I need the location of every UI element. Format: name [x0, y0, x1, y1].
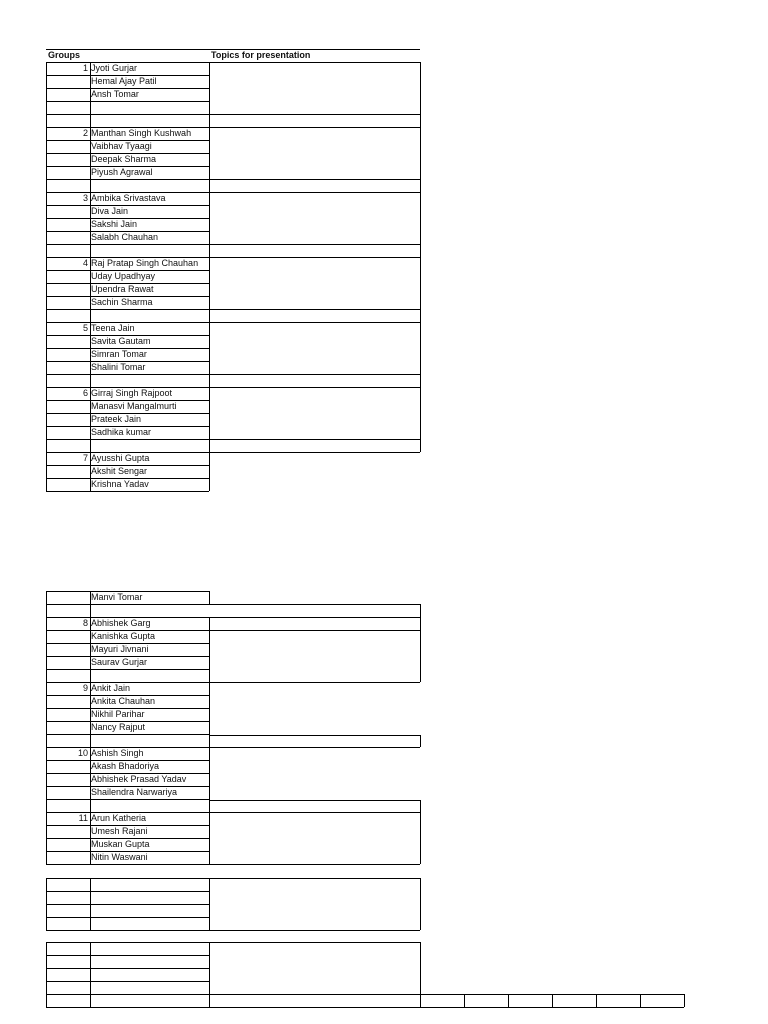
grid-line: [684, 994, 685, 1007]
grid-line: [90, 452, 91, 491]
grid-line: [209, 812, 210, 864]
grid-line: [90, 734, 91, 747]
student-name[interactable]: Piyush Agrawal: [91, 167, 153, 177]
grid-line: [46, 244, 209, 245]
grid-line: [90, 244, 91, 257]
topics-header[interactable]: Topics for presentation: [211, 50, 311, 60]
student-name[interactable]: Ambika Srivastava: [91, 193, 166, 203]
student-name[interactable]: Salabh Chauhan: [91, 232, 159, 242]
grid-line: [90, 799, 91, 812]
grid-line: [420, 309, 421, 322]
grid-line: [46, 387, 47, 439]
grid-line: [209, 800, 420, 801]
grid-line: [46, 682, 47, 734]
student-name[interactable]: Sachin Sharma: [91, 297, 153, 307]
student-name[interactable]: Abhishek Garg: [91, 618, 151, 628]
grid-line: [640, 994, 641, 1007]
grid-line: [90, 387, 91, 439]
grid-line: [90, 127, 91, 179]
grid-line: [209, 747, 420, 748]
student-name[interactable]: Upendra Rawat: [91, 284, 154, 294]
group-number[interactable]: 2: [82, 128, 88, 138]
grid-line: [209, 179, 420, 180]
grid-line: [90, 439, 91, 452]
grid-line: [209, 682, 420, 683]
student-name[interactable]: Akshit Sengar: [91, 466, 148, 476]
group-number[interactable]: 3: [82, 193, 88, 203]
groups-header[interactable]: Groups: [48, 50, 81, 60]
student-name[interactable]: Kanishka Gupta: [91, 631, 156, 641]
grid-line: [209, 62, 210, 114]
grid-line: [209, 994, 210, 1007]
grid-line: [90, 62, 91, 114]
grid-line: [209, 878, 210, 930]
grid-line: [46, 322, 47, 374]
grid-line: [90, 878, 91, 930]
grid-line: [46, 917, 209, 918]
student-name[interactable]: Ayusshi Gupta: [91, 453, 150, 463]
group-number[interactable]: 9: [82, 683, 88, 693]
grid-line: [46, 799, 47, 812]
grid-line: [209, 439, 210, 452]
student-name[interactable]: Ankit Jain: [91, 683, 131, 693]
grid-line: [46, 192, 47, 244]
group-number[interactable]: 11: [78, 813, 88, 823]
grid-line: [90, 179, 91, 192]
grid-line: [552, 994, 553, 1007]
student-name[interactable]: Raj Pratap Singh Chauhan: [91, 258, 199, 268]
grid-line: [596, 994, 597, 1007]
grid-line: [420, 114, 421, 127]
grid-line: [420, 244, 421, 257]
grid-line: [90, 669, 91, 682]
grid-line: [90, 114, 91, 127]
grid-line: [46, 968, 209, 969]
grid-line: [209, 591, 210, 604]
student-name[interactable]: Manasvi Mangalmurti: [91, 401, 177, 411]
grid-line: [46, 244, 47, 257]
grid-line: [420, 878, 421, 930]
student-name[interactable]: Nikhil Parihar: [91, 709, 145, 719]
student-name[interactable]: Ashish Singh: [91, 748, 144, 758]
grid-line: [420, 127, 421, 179]
group-number[interactable]: 5: [82, 323, 88, 333]
grid-line: [46, 812, 47, 864]
group-number[interactable]: 8: [82, 618, 88, 628]
grid-line: [46, 994, 684, 995]
grid-line: [90, 682, 91, 734]
grid-line: [209, 669, 210, 682]
grid-line: [46, 981, 209, 982]
grid-line: [46, 439, 209, 440]
student-name[interactable]: Arun Katheria: [91, 813, 147, 823]
grid-line: [46, 864, 209, 865]
grid-line: [209, 812, 420, 813]
grid-line: [90, 309, 91, 322]
student-name[interactable]: Girraj Singh Rajpoot: [91, 388, 173, 398]
student-name[interactable]: Diva Jain: [91, 206, 129, 216]
grid-line: [46, 981, 47, 994]
grid-line: [209, 309, 420, 310]
grid-line: [209, 387, 210, 439]
grid-line: [46, 942, 209, 943]
group-number[interactable]: 1: [82, 63, 88, 73]
grid-line: [90, 994, 91, 1007]
grid-line: [46, 799, 209, 800]
grid-line: [209, 617, 420, 618]
grid-line: [46, 439, 47, 452]
student-name[interactable]: Hemal Ajay Patil: [91, 76, 157, 86]
grid-line: [209, 981, 210, 994]
grid-line: [209, 257, 210, 309]
grid-line: [420, 604, 421, 617]
grid-line: [420, 374, 421, 387]
grid-line: [90, 374, 91, 387]
student-name[interactable]: Prateek Jain: [91, 414, 142, 424]
grid-line: [90, 981, 91, 994]
grid-line: [46, 179, 47, 192]
grid-line: [46, 257, 47, 309]
grid-line: [90, 604, 91, 617]
grid-line: [209, 114, 210, 127]
grid-line: [420, 322, 421, 374]
grid-line: [209, 604, 420, 605]
grid-line: [46, 747, 47, 799]
grid-line: [46, 955, 209, 956]
grid-line: [420, 617, 421, 682]
grid-line: [46, 49, 420, 50]
grid-line: [420, 735, 421, 747]
grid-line: [46, 734, 209, 735]
grid-line: [209, 630, 420, 631]
grid-line: [209, 127, 210, 179]
student-name[interactable]: Uday Upadhyay: [91, 271, 156, 281]
grid-line: [209, 878, 420, 879]
grid-line: [90, 322, 91, 374]
grid-line: [46, 309, 47, 322]
student-name[interactable]: Ankita Chauhan: [91, 696, 156, 706]
grid-line: [209, 192, 210, 244]
student-name[interactable]: [90, 101, 209, 114]
grid-line: [46, 878, 47, 930]
student-name[interactable]: Vaibhav Tyaagi: [91, 141, 152, 151]
grid-line: [420, 942, 421, 994]
grid-line: [420, 994, 421, 1007]
student-name[interactable]: Deepak Sharma: [91, 154, 157, 164]
grid-line: [209, 942, 420, 943]
grid-line: [46, 604, 47, 617]
grid-line: [46, 62, 47, 114]
grid-line: [46, 491, 209, 492]
grid-line: [209, 322, 210, 374]
grid-line: [46, 669, 209, 670]
grid-line: [508, 994, 509, 1007]
grid-line: [209, 735, 420, 736]
group-number[interactable]: 4: [82, 258, 88, 268]
grid-line: [46, 604, 209, 605]
grid-line: [46, 309, 209, 310]
grid-line: [46, 127, 47, 179]
grid-line: [90, 257, 91, 309]
student-name[interactable]: Mayuri Jivnani: [91, 644, 149, 654]
grid-line: [420, 800, 421, 864]
grid-line: [46, 891, 209, 892]
grid-line: [209, 747, 210, 799]
grid-line: [209, 374, 210, 387]
grid-line: [90, 747, 91, 799]
grid-line: [209, 244, 420, 245]
grid-line: [209, 930, 420, 931]
grid-line: [46, 930, 209, 931]
student-name[interactable]: Saurav Gurjar: [91, 657, 148, 667]
grid-line: [46, 374, 47, 387]
grid-line: [209, 452, 210, 491]
grid-line: [420, 257, 421, 309]
grid-line: [90, 812, 91, 864]
group-number[interactable]: 6: [82, 388, 88, 398]
student-name[interactable]: Sakshi Jain: [91, 219, 138, 229]
grid-line: [420, 179, 421, 192]
grid-line: [209, 682, 210, 734]
grid-line: [90, 591, 91, 604]
student-name[interactable]: Manvi Tomar: [91, 592, 143, 602]
grid-line: [46, 179, 209, 180]
group-number[interactable]: 7: [82, 453, 88, 463]
grid-line: [420, 192, 421, 244]
grid-line: [46, 617, 47, 669]
grid-line: [46, 669, 47, 682]
grid-line: [46, 734, 47, 747]
grid-line: [46, 904, 209, 905]
grid-line: [209, 309, 210, 322]
grid-line: [209, 114, 420, 115]
student-name[interactable]: Simran Tomar: [91, 349, 147, 359]
student-name[interactable]: Jyoti Gurjar: [91, 63, 138, 73]
grid-line: [464, 994, 465, 1007]
student-name[interactable]: Shalini Tomar: [91, 362, 146, 372]
grid-line: [46, 878, 209, 879]
grid-line: [209, 439, 420, 440]
grid-line: [46, 1007, 684, 1008]
grid-line: [90, 617, 91, 669]
grid-line: [46, 114, 209, 115]
grid-line: [209, 617, 210, 669]
grid-line: [420, 62, 421, 114]
student-name[interactable]: Nancy Rajput: [91, 722, 146, 732]
student-name[interactable]: Muskan Gupta: [91, 839, 150, 849]
student-name[interactable]: Savita Gautam: [91, 336, 151, 346]
grid-line: [46, 374, 209, 375]
grid-line: [420, 387, 421, 439]
student-name[interactable]: Ansh Tomar: [91, 89, 139, 99]
grid-line: [209, 244, 210, 257]
student-name[interactable]: Manthan Singh Kushwah: [91, 128, 192, 138]
student-name[interactable]: Shailendra Narwariya: [91, 787, 178, 797]
grid-line: [420, 439, 421, 452]
grid-line: [46, 452, 47, 491]
student-name[interactable]: Teena Jain: [91, 323, 135, 333]
grid-line: [209, 179, 210, 192]
grid-line: [46, 994, 47, 1007]
grid-line: [209, 374, 420, 375]
student-name[interactable]: Krishna Yadav: [91, 479, 149, 489]
student-name[interactable]: Umesh Rajani: [91, 826, 148, 836]
group-number[interactable]: 10: [77, 748, 88, 758]
grid-line: [46, 114, 47, 127]
grid-line: [46, 591, 47, 604]
grid-line: [209, 864, 420, 865]
student-name[interactable]: Abhishek Prasad Yadav: [91, 774, 187, 784]
student-name[interactable]: Sadhika kumar: [91, 427, 152, 437]
student-name[interactable]: Nitin Waswani: [91, 852, 148, 862]
student-name[interactable]: Akash Bhadoriya: [91, 761, 160, 771]
grid-line: [90, 192, 91, 244]
